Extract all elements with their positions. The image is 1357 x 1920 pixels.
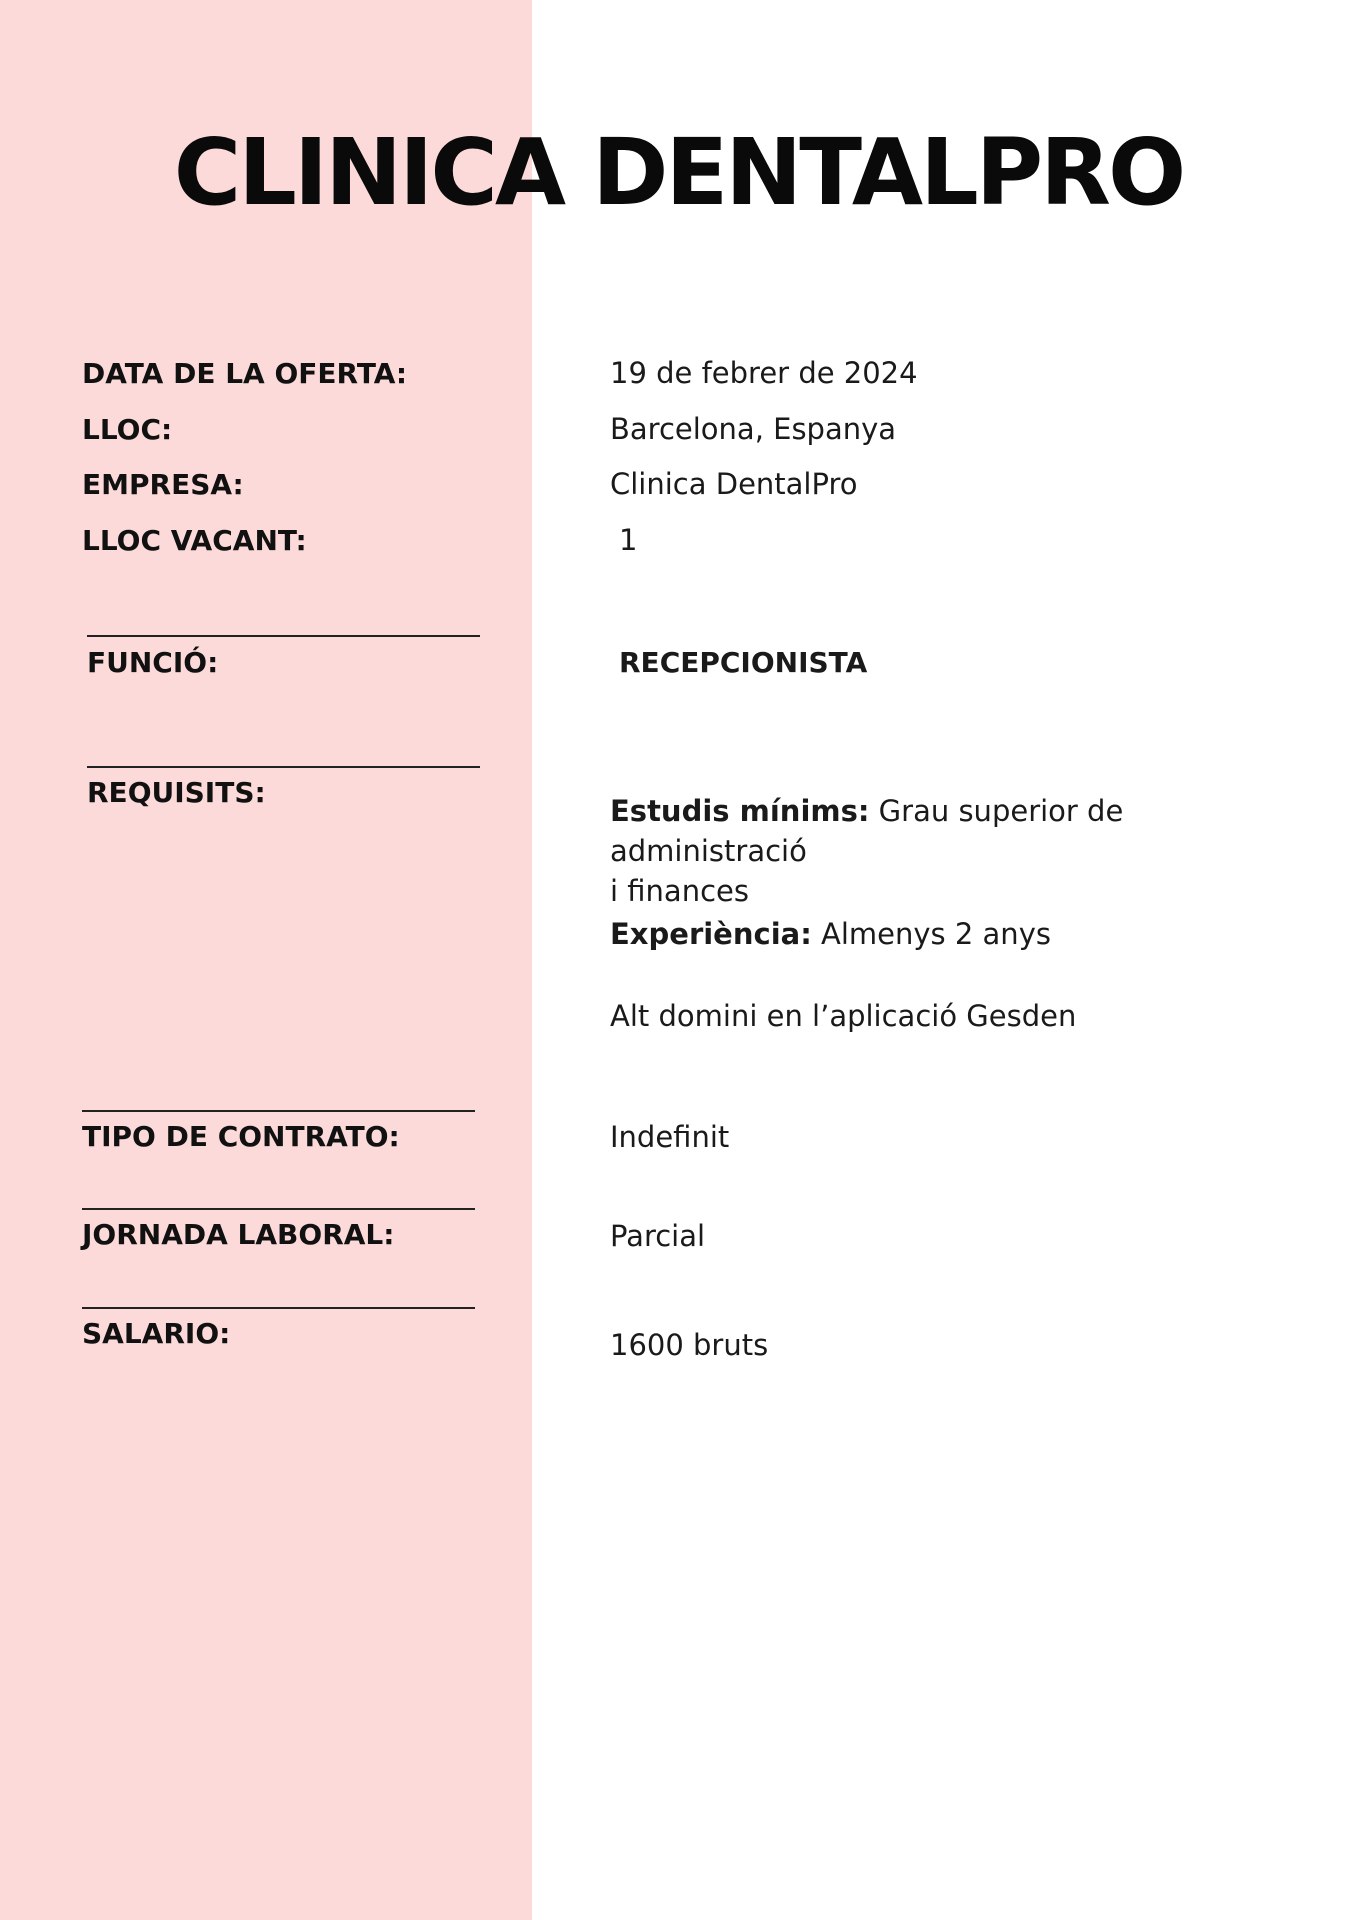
contract-label: TIPO DE CONTRATO: [82,1120,400,1153]
function-label: FUNCIÓ: [87,646,219,679]
contract-value: Indefinit [610,1120,730,1154]
studies-value: Grau superior de administració [610,794,1124,868]
requirements-label: REQUISITS: [87,776,266,809]
place-label: LLOC: [82,413,173,446]
divider-contract [82,1110,475,1112]
vacancy-label: LLOC VACANT: [82,524,307,557]
schedule-value: Parcial [610,1219,706,1253]
company-value: Clinica DentalPro [610,467,858,501]
requirement-studies [610,791,1300,911]
studies-value-cont: i finances [610,874,749,908]
page-title: CLINICA DENTALPRO [173,119,1184,226]
divider-schedule [82,1208,475,1210]
requirement-experience [610,914,1300,954]
left-color-panel [0,0,532,1920]
schedule-label: JORNADA LABORAL: [82,1218,395,1251]
divider-salary [82,1307,475,1309]
salary-label: SALARIO: [82,1317,231,1350]
experience-label: Experiència: [610,917,812,951]
divider-requirements [87,766,480,768]
function-value: RECEPCIONISTA [619,646,868,679]
salary-value: 1600 bruts [610,1328,769,1362]
date-label: DATA DE LA OFERTA: [82,357,408,390]
vacancy-value: 1 [619,523,638,557]
place-value: Barcelona, Espanya [610,412,897,446]
experience-value: Almenys 2 anys [811,917,1051,951]
software-text: Alt domini en l’aplicació Gesden [610,999,1077,1033]
studies-label: Estudis mínims: [610,794,870,828]
requirement-software [610,996,1300,1036]
date-value: 19 de febrer de 2024 [610,356,918,390]
company-label: EMPRESA: [82,468,244,501]
divider-function [87,635,480,637]
